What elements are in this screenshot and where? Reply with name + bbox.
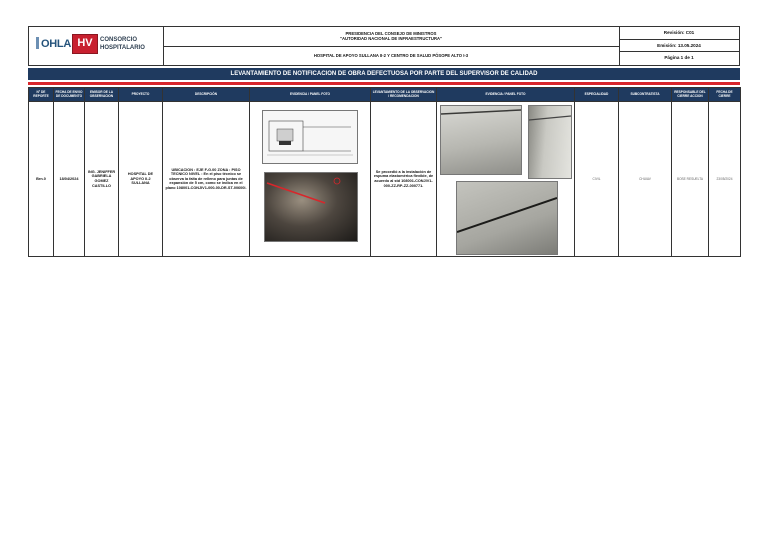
header-center	[163, 27, 620, 65]
col-evidence-1: EVIDENCIA / PANEL FOTO	[250, 88, 371, 102]
table-row	[29, 102, 741, 257]
header-line-2: "AUTORIDAD NACIONAL DE INFRAESTRUCTURA"	[340, 36, 442, 41]
cell-date: 18/04/2024	[54, 102, 85, 257]
observation-table	[28, 87, 741, 257]
document-sheet	[28, 26, 740, 257]
cell-project: HOSPITAL DE APOYO II-2 SULLANA	[119, 102, 163, 257]
header-meta	[619, 27, 739, 65]
cell-report: Brn.0	[29, 102, 54, 257]
technical-drawing-photo	[262, 110, 358, 164]
ohla-logo: OHLA	[36, 37, 71, 50]
col-report-number: N° DE REPORTE	[29, 88, 54, 102]
col-issuer: EMISOR DE LA OBSERVACION	[85, 88, 119, 102]
cell-issuer: ING. JENIFFER GABRIELA GOMEZ CASTILLO	[85, 102, 119, 257]
cell-resolution: Se procedió a la instalación de espuma elastomérica flexible, de acuerdo al std 108001-CONJIV1-000-ZZ-RP-ZZ-000771.	[371, 102, 437, 257]
tunnel-photo	[264, 172, 358, 242]
cell-description: UBICACION : EJE F-G.00 ZONA : PISO TECNICO NIVEL : En el piso técnico se observa la falta de relleno para juntas de expansión de 5 cm, como se indica en el plano 108001-CONJIV1-000-00-DR-ST-00600I.	[163, 102, 250, 257]
col-evidence-2: EVIDENCIA / PANEL FOTO	[437, 88, 575, 102]
document-title: LEVANTAMIENTO DE NOTIFICACION DE OBRA DEFECTUOSA POR PARTE DEL SUPERVISOR DE CALIDAD	[28, 68, 740, 80]
cell-responsible: BOSE RESUELTA	[672, 102, 709, 257]
document-header	[28, 26, 740, 66]
col-subcontractor: SUBCONTRATISTA	[619, 88, 672, 102]
cell-subcontractor: CHUIAV	[619, 102, 672, 257]
col-specialty: ESPECIALIDAD	[575, 88, 619, 102]
cell-specialty: CIVIL	[575, 102, 619, 257]
ceiling-photo-1	[440, 105, 522, 175]
revision-label: Revisión: C01	[619, 27, 739, 40]
page-label: Página 1 de 1	[664, 55, 694, 61]
cell-close-date: 23/05/2024	[709, 102, 741, 257]
header-project-line: HOSPITAL DE APOYO SULLANA II-2 Y CENTRO DE SALUD PÓSOPE ALTO I-3	[313, 53, 469, 58]
logo-area	[29, 27, 164, 65]
table-header-row	[29, 88, 741, 102]
col-close-date: FECHA DE CIERRE	[709, 88, 741, 102]
cell-evidence-after	[437, 102, 575, 257]
col-responsible: RESPONSABLE DEL CIERRE ACCION	[672, 88, 709, 102]
cell-evidence-before	[250, 102, 371, 257]
col-resolution: LEVANTAMIENTO DE LA OBSERVACION / RECOMENDACION	[371, 88, 437, 102]
col-send-date: FECHA DE ENVIO DE DOCUMENTO	[54, 88, 85, 102]
consortium-logo-text: CONSORCIO HOSPITALARIO	[100, 37, 145, 51]
ceiling-photo-2	[456, 181, 558, 255]
col-description: DESCRIPCIÓN	[163, 88, 250, 102]
hv-logo: HV	[72, 34, 98, 54]
header-title-block	[163, 27, 619, 47]
col-project: PROYECTO	[119, 88, 163, 102]
corridor-photo	[528, 105, 572, 179]
header-line-1: PRESIDENCIA DEL CONSEJO DE MINISTROS	[345, 31, 437, 36]
emission-label: Emisión: 13.05.2024	[619, 40, 739, 53]
